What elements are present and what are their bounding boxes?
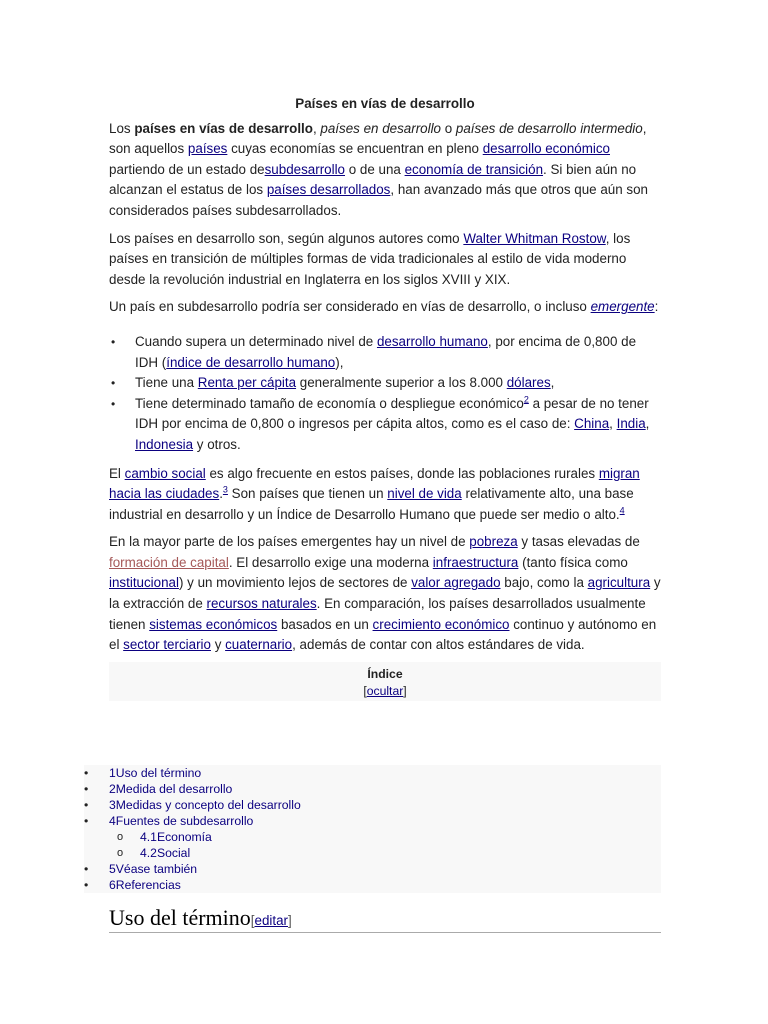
text: y la extracción de: [109, 575, 661, 612]
text: , por encima de 0,800 de IDH (: [135, 333, 637, 370]
toc-number: 2: [109, 782, 116, 796]
bullet-icon: •: [84, 798, 89, 812]
toc-link[interactable]: [109, 813, 253, 829]
link-migran-hacia-las-ciudades[interactable]: migran hacia las ciudades: [109, 465, 640, 502]
text: Un país en subdesarrollo podría ser considerado en vías de desarrollo, o incluso: [109, 299, 591, 315]
bullet-icon: •: [84, 862, 89, 876]
toc-item[interactable]: [84, 861, 661, 877]
footnote-ref[interactable]: 4: [619, 505, 625, 516]
link-pobreza[interactable]: pobreza: [469, 534, 518, 550]
text: basados en un: [277, 616, 373, 632]
toc-item[interactable]: [84, 765, 661, 781]
toc-item[interactable]: [84, 781, 661, 797]
toc-label: Medida del desarrollo: [115, 782, 233, 796]
text: , han avanzado más que otros que aún son considerados países subdesarrollados.: [109, 182, 648, 218]
footnote-ref[interactable]: 2: [523, 394, 529, 405]
link-crecimiento-economico[interactable]: crecimiento económico: [372, 616, 510, 632]
text: Tiene determinado tamaño de economía o despliegue económico: [135, 395, 524, 411]
toc-label: Véase también: [115, 862, 198, 876]
toc-link[interactable]: [140, 829, 212, 845]
text: es algo frecuente en estos países, donde las poblaciones rurales: [205, 465, 599, 481]
text: ,: [609, 416, 617, 432]
link-paises-desarrollados[interactable]: países desarrollados: [266, 182, 391, 198]
italic-term: países en desarrollo: [320, 120, 441, 136]
link-paises[interactable]: países: [187, 141, 228, 157]
bracket: ]: [288, 913, 292, 928]
toc-label: Social: [156, 846, 191, 860]
text: bajo, como la: [500, 575, 588, 591]
link-dolares[interactable]: dólares: [506, 375, 551, 391]
link-sector-terciario[interactable]: sector terciario: [123, 637, 211, 653]
text: relativamente alto, una base industrial en desarrollo y un Índice de Desarrollo Humano que puede ser medio o alto.: [109, 486, 634, 522]
text: o de una: [345, 161, 405, 177]
toc-link[interactable]: [109, 861, 197, 877]
toc-number: 4.1: [140, 830, 157, 844]
link-cambio-social[interactable]: cambio social: [124, 465, 206, 481]
toc-label: Uso del término: [115, 766, 202, 780]
toc-link[interactable]: [109, 765, 201, 781]
criteria-list: [109, 332, 661, 456]
link-valor-agregado[interactable]: valor agregado: [411, 575, 501, 591]
text: En la mayor parte de los países emergentes hay un nivel de: [109, 534, 470, 550]
link-subdesarrollo[interactable]: subdesarrollo: [264, 161, 345, 177]
text: :: [654, 299, 659, 315]
text: . Si bien aún no alcanzan el estatus de los: [109, 161, 637, 198]
toc-number: 4: [109, 814, 116, 828]
toc-number: 4.2: [140, 846, 157, 860]
toc-link[interactable]: [109, 877, 181, 893]
page-title: Países en vías de desarrollo: [295, 96, 475, 111]
text: Tiene una: [135, 375, 198, 391]
toc-subitem[interactable]: [84, 845, 661, 861]
toc-hide-toggle[interactable]: ocultar: [366, 683, 404, 698]
bullet-icon: •: [84, 782, 89, 796]
link-sistemas-economicos[interactable]: sistemas económicos: [149, 616, 278, 632]
emergente-paragraph: [109, 297, 661, 318]
section-uso-del-termino: [109, 905, 661, 933]
economia-paragraph: [109, 532, 661, 656]
toc-header: [109, 662, 661, 701]
text: Cuando supera un determinado nivel de: [135, 333, 377, 349]
link-desarrollo-humano[interactable]: desarrollo humano: [376, 333, 488, 349]
text: o: [441, 120, 456, 136]
text: generalmente superior a los 8.000: [296, 375, 507, 391]
text: (tanto física como: [518, 554, 628, 570]
list-item: [109, 373, 661, 394]
bracket: [: [363, 683, 367, 698]
toc-item[interactable]: [84, 877, 661, 893]
text: y otros.: [193, 436, 241, 452]
text: , los países en transición de múltiples formas de vida tradicionales al estilo de vida moderno desde la revolución industrial en Inglaterra en los siglos XVIII y XIX.: [109, 230, 631, 287]
toc-item[interactable]: [84, 797, 661, 813]
text: continuo y autónomo en el: [109, 616, 657, 653]
link-emergente[interactable]: emergente: [590, 299, 655, 315]
link-formacion-de-capital[interactable]: formación de capital: [109, 554, 229, 570]
link-desarrollo-economico[interactable]: desarrollo económico: [482, 141, 610, 157]
list-item: [109, 332, 661, 373]
toc-label: Medidas y concepto del desarrollo: [115, 798, 301, 812]
link-indice-de-desarrollo-humano[interactable]: índice de desarrollo humano: [166, 354, 336, 370]
text: Los países en desarrollo son, según algunos autores como: [109, 230, 464, 246]
link-china[interactable]: China: [574, 416, 610, 432]
footnote-ref[interactable]: 3: [222, 484, 228, 495]
bullet-icon: •: [84, 766, 89, 780]
text: ),: [335, 354, 344, 370]
text: , son aquellos: [109, 120, 647, 157]
toc-title: Índice: [367, 666, 403, 681]
toc-list: [84, 765, 661, 893]
bullet-icon: •: [84, 814, 89, 828]
toc-number: 1: [109, 766, 116, 780]
toc-number: 3: [109, 798, 116, 812]
text: y: [210, 637, 226, 653]
toc-link[interactable]: [140, 845, 190, 861]
link-recursos-naturales[interactable]: recursos naturales: [206, 596, 317, 612]
text: .: [219, 486, 223, 502]
bold-term: países en vías de desarrollo: [134, 120, 313, 136]
text: cuyas economías se encuentran en pleno: [227, 141, 483, 157]
toc-toggle-wrap: [109, 683, 661, 700]
toc-link[interactable]: [109, 781, 232, 797]
list-item: [109, 394, 661, 456]
link-cuaternario[interactable]: cuaternario: [225, 637, 293, 653]
rostow-paragraph: [109, 229, 661, 291]
link-walter-whitman-rostow[interactable]: Walter Whitman Rostow: [463, 230, 606, 246]
italic-term: países de desarrollo intermedio: [455, 120, 643, 136]
article-body: [109, 94, 661, 701]
toc-link[interactable]: [109, 797, 301, 813]
link-indonesia[interactable]: Indonesia: [135, 436, 194, 452]
text: ,: [550, 375, 555, 391]
text: El: [109, 465, 125, 481]
text: . En comparación, los países desarrollados usualmente tienen: [109, 596, 646, 632]
bracket: ]: [403, 683, 407, 698]
sub-bullet-icon: o: [117, 847, 124, 859]
link-india[interactable]: India: [616, 416, 646, 432]
text: partiendo de un estado de: [109, 161, 265, 177]
toc-number: 5: [109, 862, 116, 876]
link-institucional[interactable]: institucional: [109, 575, 179, 591]
link-economia-de-transicion[interactable]: economía de transición: [404, 161, 544, 177]
bullet-icon: •: [84, 878, 89, 892]
text: ,: [312, 120, 321, 136]
edit-link[interactable]: editar: [254, 913, 288, 928]
toc-item[interactable]: [84, 813, 661, 829]
toc-label: Referencias: [115, 878, 181, 892]
bracket: [: [250, 913, 255, 928]
toc-label: Economía: [156, 830, 212, 844]
link-infraestructura[interactable]: infraestructura: [432, 554, 519, 570]
text: . El desarrollo exige una moderna: [228, 554, 433, 570]
intro-paragraph: [109, 119, 661, 222]
link-agricultura[interactable]: agricultura: [587, 575, 651, 591]
toc-label: Fuentes de subdesarrollo: [115, 814, 254, 828]
sub-bullet-icon: o: [117, 831, 124, 843]
text: ) y un movimiento lejos de sectores de: [178, 575, 412, 591]
text: Son países que tienen un: [227, 486, 388, 502]
text: Los: [109, 120, 135, 136]
edit-section: [251, 913, 292, 928]
text: , además de contar con altos estándares de vida.: [292, 637, 585, 653]
text: ,: [645, 416, 650, 432]
cambio-social-paragraph: [109, 464, 661, 526]
text: a pesar de no tener IDH por encima de 0,800 o ingresos per cápita altos, como es el caso de:: [135, 395, 649, 432]
text: y tasas elevadas de: [517, 534, 640, 550]
section-heading: Uso del término: [109, 905, 251, 930]
toc-number: 6: [109, 878, 116, 892]
toc-subitem[interactable]: [84, 829, 661, 845]
link-nivel-de-vida[interactable]: nivel de vida: [387, 486, 462, 502]
link-renta-per-capita[interactable]: Renta per cápita: [197, 375, 297, 391]
